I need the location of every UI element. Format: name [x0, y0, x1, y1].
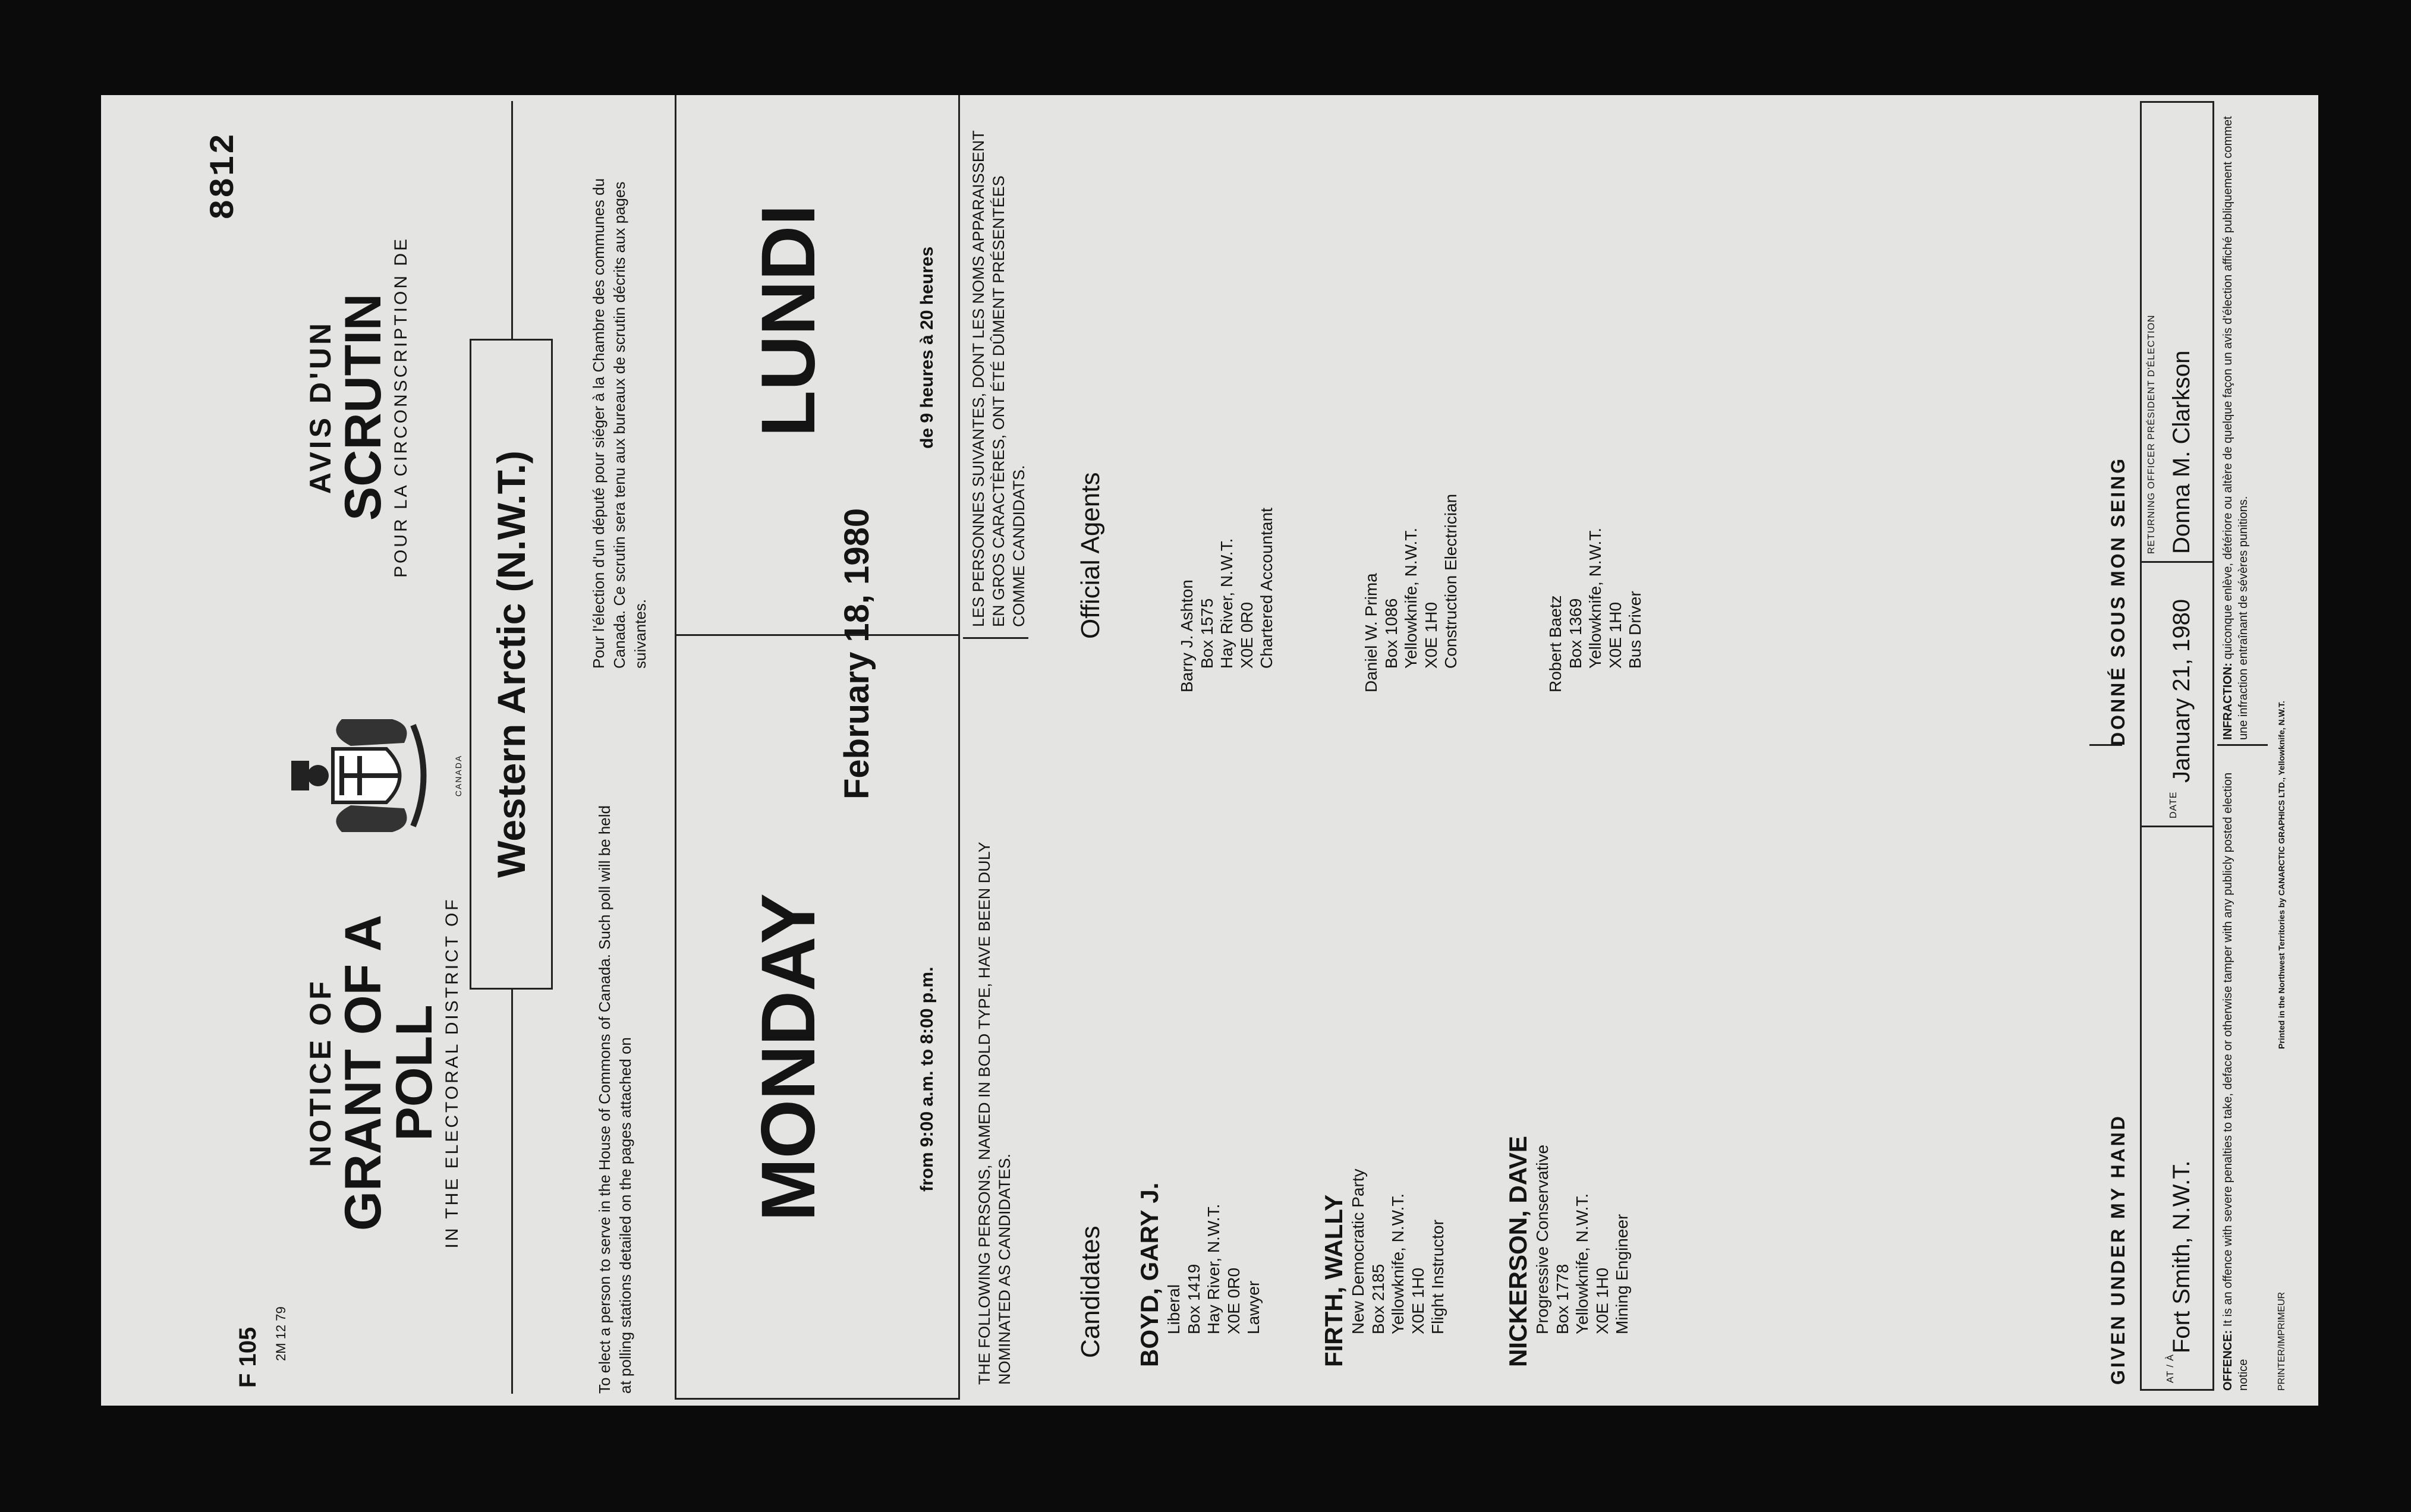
- poll-day-box-left-rule: [676, 1398, 958, 1400]
- candidate-city: Yellowknife, N.W.T.: [1389, 1193, 1408, 1334]
- infraction-label: INFRACTION:: [2221, 663, 2234, 740]
- returning-officer-label: RETURNING OFFICER PRÉSIDENT D'ÉLECTION: [2146, 314, 2157, 554]
- candidate-box: Box 1778: [1553, 1264, 1572, 1334]
- print-date: 2M 12 79: [273, 1306, 288, 1361]
- candidate-occupation: Lawyer: [1244, 1280, 1263, 1334]
- french-title-line2: SCRUTIN: [335, 293, 392, 521]
- agent-city: Yellowknife, N.W.T.: [1402, 527, 1421, 669]
- offence-notice: [2220, 767, 2251, 1391]
- candidate-city: Hay River, N.W.T.: [1204, 1204, 1223, 1334]
- agent-box: Box 1575: [1197, 598, 1216, 669]
- poll-day-box-divider: [676, 634, 958, 636]
- agent-postal: X0E 0R0: [1237, 601, 1256, 669]
- poll-date: February 18, 1980: [838, 508, 876, 799]
- given-under-hand-french: DONNÉ SOUS MON SEING: [2107, 456, 2129, 746]
- english-title: [303, 859, 462, 1287]
- agent-entry: [1546, 276, 1645, 692]
- given-under-hand-english: GIVEN UNDER MY HAND: [2107, 1114, 2129, 1385]
- agent-occupation: Bus Driver: [1626, 591, 1645, 669]
- signing-location: Fort Smith, N.W.T.: [2168, 1160, 2195, 1353]
- agent-entry: [1177, 276, 1277, 692]
- candidate-entry: [1504, 773, 1632, 1367]
- poll-day-box: [675, 95, 960, 1400]
- signature-box: [2140, 101, 2214, 1391]
- candidate-occupation: Flight Instructor: [1428, 1220, 1447, 1334]
- district-name: Western Arctic (N.W.T.): [470, 339, 553, 990]
- agent-box: Box 1086: [1381, 598, 1400, 669]
- offence-label: OFFENCE:: [2221, 1330, 2234, 1391]
- at-label: AT / À: [2166, 1354, 2176, 1383]
- candidate-name: NICKERSON, DAVE: [1504, 1136, 1532, 1367]
- notice-paper: [101, 95, 2318, 1406]
- footer-notice-divider: [2217, 744, 2268, 746]
- agent-occupation: Construction Electrician: [1441, 493, 1461, 669]
- printed-by: Printed in the Northwest Territories by CANARCTIC GRAPHICS LTD., Yellowknife, N.W.T.: [2277, 701, 2286, 1049]
- candidate-postal: X0E 1H0: [1408, 1267, 1427, 1334]
- infraction-text: quiconque enlève, détériore ou altère de quelque façon un avis d'élection affiché publiquement commet une infraction entraînant de sévères punitions.: [2221, 116, 2250, 740]
- french-title-line1: AVIS D'UN: [304, 320, 337, 494]
- signature-divider-2: [2142, 561, 2212, 563]
- nominees-divider: [963, 637, 1028, 639]
- candidate-party: Progressive Conservative: [1533, 1144, 1551, 1334]
- intro-english: To elect a person to serve in the House of Commons of Canada. Such poll will be held at polling stations detailed on the pages attached on: [596, 805, 635, 1394]
- english-title-line3: IN THE ELECTORAL DISTRICT OF: [442, 897, 462, 1249]
- poll-hours-french: de 9 heures à 20 heures: [917, 246, 937, 449]
- printer-label: PRINTER/IMPRIMEUR: [2277, 1292, 2287, 1391]
- date-label: DATE: [2168, 791, 2179, 818]
- poll-day-english: MONDAY: [746, 893, 831, 1221]
- registration-number: 8812: [205, 132, 244, 220]
- candidate-entry: [1320, 773, 1448, 1367]
- candidate-name: BOYD, GARY J.: [1135, 1182, 1163, 1367]
- agent-postal: X0E 1H0: [1421, 601, 1440, 669]
- candidate-postal: X0E 1H0: [1592, 1267, 1611, 1334]
- candidate-name: FIRTH, WALLY: [1320, 1194, 1348, 1367]
- agent-occupation: Chartered Accountant: [1257, 508, 1276, 669]
- agent-name: Daniel W. Prima: [1362, 573, 1380, 692]
- agent-name: Robert Baetz: [1546, 595, 1565, 692]
- signing-date: January 21, 1980: [2168, 598, 2195, 783]
- candidate-occupation: Mining Engineer: [1613, 1214, 1632, 1334]
- offence-text: It is an offence with severe penalties to take, deface or otherwise tamper with any publicly posted election notice: [2221, 772, 2250, 1391]
- agent-postal: X0E 1H0: [1606, 601, 1625, 669]
- english-title-line2: GRANT OF A POLL: [335, 915, 443, 1231]
- crest-label: CANADA: [454, 754, 463, 797]
- district-rule-left: [511, 990, 513, 1394]
- candidate-postal: X0E 0R0: [1224, 1267, 1243, 1334]
- candidate-party: Liberal: [1164, 1284, 1183, 1334]
- agent-entry: [1361, 276, 1461, 692]
- agent-name: Barry J. Ashton: [1178, 579, 1196, 692]
- infraction-notice: [2220, 110, 2251, 740]
- district-rule-right: [511, 101, 513, 339]
- candidate-party: New Democratic Party: [1349, 1168, 1367, 1334]
- poll-day-french: LUNDI: [746, 204, 831, 437]
- candidate-entry: [1135, 773, 1264, 1367]
- english-title-line1: NOTICE OF: [304, 978, 337, 1167]
- agent-city: Yellowknife, N.W.T.: [1586, 527, 1605, 669]
- nominees-notice-english: THE FOLLOWING PERSONS, NAMED IN BOLD TYPE, HAVE BEEN DULY NOMINATED AS CANDIDATES.: [975, 842, 1013, 1385]
- agent-city: Hay River, N.W.T.: [1217, 538, 1236, 669]
- intro-french: Pour l'élection d'un député pour siéger à la Chambre des communes du Canada. Ce scrutin sera tenu aux bureaux de scrutin décrits aux pages suivantes.: [590, 178, 650, 669]
- notice-content: [101, 95, 2318, 1406]
- agents-heading: Official Agents: [1076, 472, 1105, 639]
- candidate-box: Box 2185: [1368, 1264, 1387, 1334]
- agent-box: Box 1369: [1566, 598, 1585, 669]
- coat-of-arms-icon: [285, 701, 463, 850]
- signature-divider-1: [2142, 826, 2212, 827]
- returning-officer-name: Donna M. Clarkson: [2168, 350, 2195, 554]
- form-number: F 105: [235, 1327, 261, 1388]
- candidates-heading: Candidates: [1076, 1226, 1105, 1358]
- candidate-box: Box 1419: [1184, 1264, 1203, 1334]
- candidate-city: Yellowknife, N.W.T.: [1573, 1193, 1592, 1334]
- french-title-line3: POUR LA CIRCONSCRIPTION DE: [391, 236, 411, 578]
- nominees-notice-french: LES PERSONNES SUIVANTES, DONT LES NOMS APPARAISSENT EN GROS CARACTÈRES, ONT ÉTÉ DÛMENT PRÉSENTÉES COMME CANDIDATS.: [970, 130, 1028, 627]
- french-title: [303, 193, 411, 621]
- poll-hours-english: from 9:00 a.m. to 8:00 p.m.: [917, 966, 937, 1192]
